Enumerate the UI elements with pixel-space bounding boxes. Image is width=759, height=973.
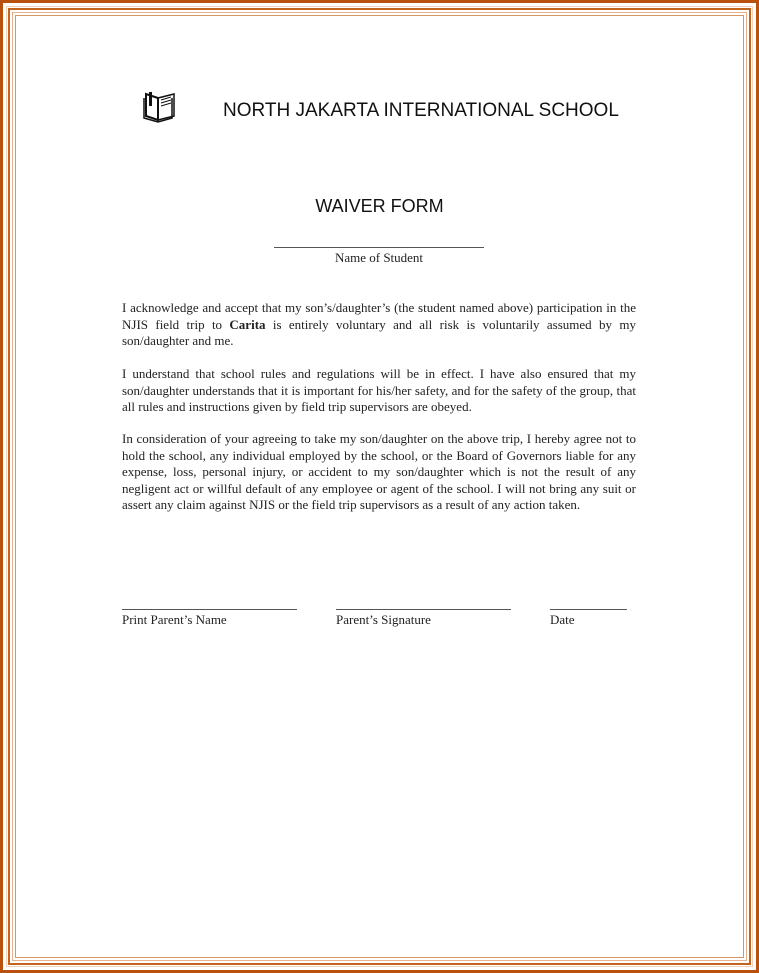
parent-name-label: Print Parent’s Name: [122, 612, 227, 627]
parent-signature-label: Parent’s Signature: [336, 612, 431, 627]
trip-destination: Carita: [229, 316, 266, 332]
parent-name-line: [122, 609, 297, 610]
student-name-label: Name of Student: [334, 250, 424, 265]
form-title: WAIVER FORM: [315, 196, 444, 216]
paragraph-text: is entirely voluntary and all risk is voluntarily assumed by my son/daughter and me.: [122, 316, 636, 348]
rules-paragraph: I understand that school rules and regulations will be in effect. I have also ensured that my son/daughter understands that it is important for his/her safety, and for the safety of the group, that all rules and instructions given by field trip supervisors are obeyed.: [122, 366, 636, 414]
paragraph-text: I acknowledge and accept that my son’s/daughter’s (the student named above) participation in the NJIS field trip to: [122, 300, 636, 332]
student-name-line: [274, 247, 484, 248]
parent-signature-line: [336, 609, 511, 610]
acknowledgement-paragraph: [122, 300, 636, 350]
liability-paragraph: In consideration of your agreeing to take my son/daughter on the above trip, I hereby agree not to hold the school, any individual employed by the school, or the Board of Governors liable for any expense, loss, personal injury, or accident to my son/daughter which is not the result of any negligent act or willful default of any employee or agent of the school. I will not bring any suit or assert any claim against NJIS or the field trip supervisors as a result of any action taken.: [122, 431, 636, 512]
open-book-icon: [142, 88, 178, 124]
school-name: NORTH JAKARTA INTERNATIONAL SCHOOL: [223, 100, 619, 121]
date-label: Date: [550, 612, 575, 627]
date-line: [550, 609, 627, 610]
